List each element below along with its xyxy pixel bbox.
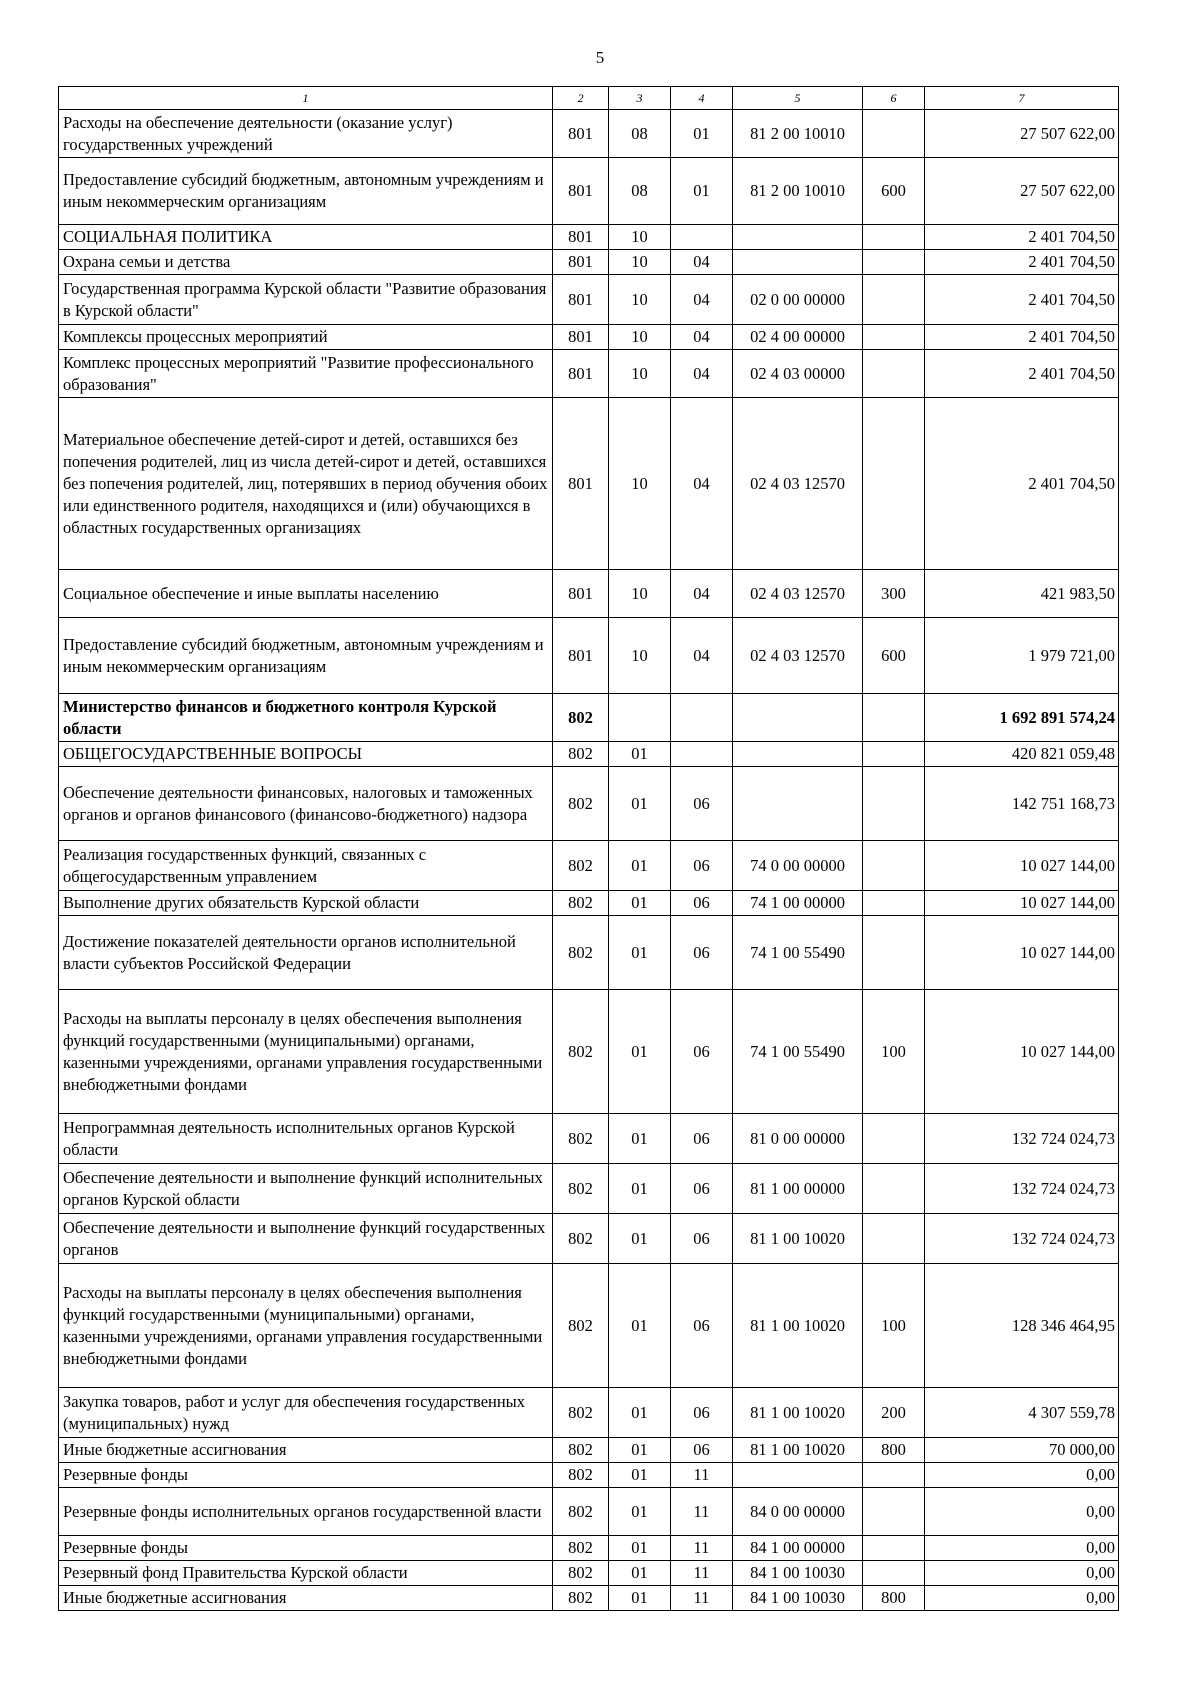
row-ministry-code: 802 (553, 1388, 609, 1438)
row-subsection: 11 (671, 1561, 733, 1586)
row-subsection (671, 225, 733, 250)
row-target-article (733, 767, 863, 841)
row-expense-type (863, 916, 925, 990)
table-row (59, 158, 1119, 225)
row-name: Предоставление субсидий бюджетным, автономным учреждениям и иным некоммерческим организациям (59, 618, 553, 694)
row-target-article: 81 2 00 10010 (733, 158, 863, 225)
table-row (59, 742, 1119, 767)
row-section: 10 (609, 225, 671, 250)
row-name: Иные бюджетные ассигнования (59, 1586, 553, 1611)
row-ministry-code: 802 (553, 990, 609, 1114)
row-amount: 420 821 059,48 (925, 742, 1119, 767)
row-target-article: 74 1 00 00000 (733, 891, 863, 916)
table-row (59, 990, 1119, 1114)
row-ministry-code: 801 (553, 110, 609, 158)
row-section: 01 (609, 742, 671, 767)
row-name: Резервный фонд Правительства Курской области (59, 1561, 553, 1586)
header-col-6: 6 (863, 87, 925, 110)
row-subsection: 06 (671, 841, 733, 891)
row-target-article (733, 694, 863, 742)
row-target-article: 84 0 00 00000 (733, 1488, 863, 1536)
row-subsection (671, 694, 733, 742)
row-expense-type (863, 110, 925, 158)
row-section: 10 (609, 398, 671, 570)
row-name: Закупка товаров, работ и услуг для обеспечения государственных (муниципальных) нужд (59, 1388, 553, 1438)
row-amount: 132 724 024,73 (925, 1214, 1119, 1264)
row-subsection: 11 (671, 1586, 733, 1611)
row-name: Комплекс процессных мероприятий "Развитие профессионального образования" (59, 350, 553, 398)
row-ministry-code: 802 (553, 1214, 609, 1264)
row-name: Резервные фонды исполнительных органов государственной власти (59, 1488, 553, 1536)
row-subsection: 01 (671, 110, 733, 158)
row-subsection: 06 (671, 1388, 733, 1438)
row-amount: 10 027 144,00 (925, 841, 1119, 891)
row-amount: 10 027 144,00 (925, 916, 1119, 990)
row-subsection (671, 742, 733, 767)
row-amount: 1 692 891 574,24 (925, 694, 1119, 742)
row-amount: 2 401 704,50 (925, 225, 1119, 250)
header-col-5: 5 (733, 87, 863, 110)
row-name: Государственная программа Курской области "Развитие образования в Курской области" (59, 275, 553, 325)
row-expense-type: 100 (863, 990, 925, 1114)
row-subsection: 11 (671, 1463, 733, 1488)
table-row (59, 1438, 1119, 1463)
table-row (59, 570, 1119, 618)
row-target-article: 84 1 00 10030 (733, 1561, 863, 1586)
row-section: 01 (609, 1264, 671, 1388)
row-expense-type (863, 1561, 925, 1586)
row-expense-type (863, 1536, 925, 1561)
table-row (59, 767, 1119, 841)
row-amount: 0,00 (925, 1463, 1119, 1488)
row-section: 08 (609, 158, 671, 225)
row-expense-type (863, 1488, 925, 1536)
row-section: 01 (609, 891, 671, 916)
row-subsection: 11 (671, 1536, 733, 1561)
row-ministry-code: 802 (553, 841, 609, 891)
row-name: Резервные фонды (59, 1463, 553, 1488)
row-expense-type (863, 275, 925, 325)
row-subsection: 06 (671, 1264, 733, 1388)
row-subsection: 06 (671, 1114, 733, 1164)
row-section: 01 (609, 1388, 671, 1438)
row-subsection: 04 (671, 570, 733, 618)
row-name: Обеспечение деятельности финансовых, налоговых и таможенных органов и органов финансового (финансово-бюджетного) надзора (59, 767, 553, 841)
row-name: Выполнение других обязательств Курской области (59, 891, 553, 916)
row-amount: 27 507 622,00 (925, 110, 1119, 158)
row-amount: 0,00 (925, 1561, 1119, 1586)
row-section: 10 (609, 275, 671, 325)
row-target-article (733, 742, 863, 767)
row-amount: 128 346 464,95 (925, 1264, 1119, 1388)
row-target-article (733, 250, 863, 275)
row-expense-type (863, 1164, 925, 1214)
table-row (59, 1214, 1119, 1264)
table-row (59, 1388, 1119, 1438)
row-ministry-code: 802 (553, 1536, 609, 1561)
table-row (59, 350, 1119, 398)
row-subsection: 01 (671, 158, 733, 225)
row-name: Расходы на выплаты персоналу в целях обеспечения выполнения функций государственными (муниципальными) органами, казенными учреждениями, органами управления государственными внебюджетными фондами (59, 990, 553, 1114)
row-expense-type (863, 225, 925, 250)
row-amount: 70 000,00 (925, 1438, 1119, 1463)
row-subsection: 06 (671, 1438, 733, 1463)
budget-table (58, 86, 1119, 1611)
row-ministry-code: 802 (553, 1264, 609, 1388)
row-target-article: 74 1 00 55490 (733, 916, 863, 990)
row-expense-type (863, 841, 925, 891)
row-amount: 10 027 144,00 (925, 990, 1119, 1114)
row-amount: 27 507 622,00 (925, 158, 1119, 225)
table-header-row (59, 87, 1119, 110)
row-amount: 10 027 144,00 (925, 891, 1119, 916)
row-name: Реализация государственных функций, связанных с общегосударственным управлением (59, 841, 553, 891)
row-target-article: 81 1 00 10020 (733, 1438, 863, 1463)
table-row (59, 891, 1119, 916)
row-amount: 132 724 024,73 (925, 1114, 1119, 1164)
row-ministry-code: 801 (553, 325, 609, 350)
header-col-3: 3 (609, 87, 671, 110)
row-name: Охрана семьи и детства (59, 250, 553, 275)
row-section: 10 (609, 250, 671, 275)
row-ministry-code: 802 (553, 1164, 609, 1214)
row-amount: 0,00 (925, 1586, 1119, 1611)
row-section: 01 (609, 1488, 671, 1536)
row-subsection: 06 (671, 1164, 733, 1214)
table-row (59, 250, 1119, 275)
row-amount: 132 724 024,73 (925, 1164, 1119, 1214)
row-section: 01 (609, 1214, 671, 1264)
row-subsection: 06 (671, 916, 733, 990)
table-row (59, 841, 1119, 891)
row-ministry-code: 802 (553, 694, 609, 742)
row-section: 01 (609, 916, 671, 990)
row-name: Расходы на выплаты персоналу в целях обеспечения выполнения функций государственными (муниципальными) органами, казенными учреждениями, органами управления государственными внебюджетными фондами (59, 1264, 553, 1388)
row-expense-type (863, 891, 925, 916)
row-name: Социальное обеспечение и иные выплаты населению (59, 570, 553, 618)
row-name: Материальное обеспечение детей-сирот и детей, оставшихся без попечения родителей, лиц из числа детей-сирот и детей, оставшихся без попечения родителей, лиц, потерявших в период обучения обоих или единственного родителя, находящихся и (или) обучающихся в областных государственных организациях (59, 398, 553, 570)
row-ministry-code: 802 (553, 1586, 609, 1611)
header-col-4: 4 (671, 87, 733, 110)
table-row (59, 1264, 1119, 1388)
row-section: 10 (609, 325, 671, 350)
row-amount: 2 401 704,50 (925, 250, 1119, 275)
row-name: Комплексы процессных мероприятий (59, 325, 553, 350)
row-subsection: 04 (671, 275, 733, 325)
row-section: 01 (609, 767, 671, 841)
table-row (59, 110, 1119, 158)
row-amount: 0,00 (925, 1488, 1119, 1536)
table-row (59, 398, 1119, 570)
table-row (59, 1561, 1119, 1586)
table-row (59, 1114, 1119, 1164)
row-section: 08 (609, 110, 671, 158)
row-amount: 4 307 559,78 (925, 1388, 1119, 1438)
row-name: Непрограммная деятельность исполнительных органов Курской области (59, 1114, 553, 1164)
row-target-article: 02 4 03 12570 (733, 398, 863, 570)
row-name: СОЦИАЛЬНАЯ ПОЛИТИКА (59, 225, 553, 250)
row-ministry-code: 801 (553, 618, 609, 694)
row-amount: 421 983,50 (925, 570, 1119, 618)
row-name: Иные бюджетные ассигнования (59, 1438, 553, 1463)
row-target-article: 81 1 00 10020 (733, 1388, 863, 1438)
row-target-article: 74 1 00 55490 (733, 990, 863, 1114)
row-target-article: 81 0 00 00000 (733, 1114, 863, 1164)
row-section: 01 (609, 841, 671, 891)
row-expense-type: 200 (863, 1388, 925, 1438)
table-row (59, 1488, 1119, 1536)
row-section: 01 (609, 1463, 671, 1488)
row-expense-type: 800 (863, 1586, 925, 1611)
row-expense-type (863, 350, 925, 398)
table-row (59, 1463, 1119, 1488)
row-section: 01 (609, 1114, 671, 1164)
row-ministry-code: 802 (553, 767, 609, 841)
row-section: 10 (609, 570, 671, 618)
row-amount: 2 401 704,50 (925, 325, 1119, 350)
row-subsection: 04 (671, 618, 733, 694)
row-expense-type (863, 1114, 925, 1164)
row-ministry-code: 801 (553, 275, 609, 325)
row-subsection: 06 (671, 767, 733, 841)
header-col-7: 7 (925, 87, 1119, 110)
row-ministry-code: 801 (553, 398, 609, 570)
row-name: ОБЩЕГОСУДАРСТВЕННЫЕ ВОПРОСЫ (59, 742, 553, 767)
row-ministry-code: 802 (553, 1561, 609, 1586)
row-target-article: 81 2 00 10010 (733, 110, 863, 158)
row-ministry-code: 802 (553, 1114, 609, 1164)
row-expense-type: 600 (863, 158, 925, 225)
row-target-article: 74 0 00 00000 (733, 841, 863, 891)
row-section: 10 (609, 350, 671, 398)
row-subsection: 04 (671, 398, 733, 570)
row-name: Предоставление субсидий бюджетным, автономным учреждениям и иным некоммерческим организациям (59, 158, 553, 225)
row-target-article: 02 4 00 00000 (733, 325, 863, 350)
row-target-article: 02 4 03 12570 (733, 618, 863, 694)
table-row (59, 275, 1119, 325)
row-target-article: 81 1 00 10020 (733, 1264, 863, 1388)
table-row (59, 916, 1119, 990)
row-ministry-code: 801 (553, 225, 609, 250)
row-expense-type: 100 (863, 1264, 925, 1388)
row-subsection: 06 (671, 891, 733, 916)
row-amount: 1 979 721,00 (925, 618, 1119, 694)
row-target-article: 02 4 03 00000 (733, 350, 863, 398)
row-name: Резервные фонды (59, 1536, 553, 1561)
row-target-article: 02 4 03 12570 (733, 570, 863, 618)
header-col-2: 2 (553, 87, 609, 110)
header-col-1: 1 (59, 87, 553, 110)
row-name: Расходы на обеспечение деятельности (оказание услуг) государственных учреждений (59, 110, 553, 158)
row-target-article: 84 1 00 00000 (733, 1536, 863, 1561)
row-section: 01 (609, 1536, 671, 1561)
row-amount: 142 751 168,73 (925, 767, 1119, 841)
table-row (59, 1164, 1119, 1214)
row-name: Обеспечение деятельности и выполнение функций исполнительных органов Курской области (59, 1164, 553, 1214)
row-target-article (733, 225, 863, 250)
row-amount: 2 401 704,50 (925, 398, 1119, 570)
row-section: 01 (609, 990, 671, 1114)
row-expense-type (863, 250, 925, 275)
row-target-article: 81 1 00 00000 (733, 1164, 863, 1214)
row-amount: 2 401 704,50 (925, 350, 1119, 398)
row-expense-type (863, 742, 925, 767)
row-section: 01 (609, 1586, 671, 1611)
row-name: Достижение показателей деятельности органов исполнительной власти субъектов Российской Федерации (59, 916, 553, 990)
row-subsection: 04 (671, 350, 733, 398)
row-name: Обеспечение деятельности и выполнение функций государственных органов (59, 1214, 553, 1264)
row-subsection: 06 (671, 990, 733, 1114)
table-row (59, 325, 1119, 350)
table-row (59, 1536, 1119, 1561)
row-ministry-code: 802 (553, 916, 609, 990)
table-row (59, 618, 1119, 694)
row-expense-type: 800 (863, 1438, 925, 1463)
page-number: 5 (595, 48, 605, 67)
row-expense-type (863, 325, 925, 350)
row-section: 10 (609, 618, 671, 694)
table-row (59, 694, 1119, 742)
table-row (59, 1586, 1119, 1611)
row-expense-type (863, 1463, 925, 1488)
row-expense-type (863, 1214, 925, 1264)
row-target-article (733, 1463, 863, 1488)
row-ministry-code: 802 (553, 891, 609, 916)
row-target-article: 81 1 00 10020 (733, 1214, 863, 1264)
row-ministry-code: 802 (553, 742, 609, 767)
row-amount: 2 401 704,50 (925, 275, 1119, 325)
row-ministry-code: 802 (553, 1463, 609, 1488)
row-expense-type: 300 (863, 570, 925, 618)
row-ministry-code: 801 (553, 158, 609, 225)
row-subsection: 06 (671, 1214, 733, 1264)
row-section (609, 694, 671, 742)
row-section: 01 (609, 1438, 671, 1463)
row-ministry-code: 801 (553, 350, 609, 398)
row-subsection: 04 (671, 250, 733, 275)
row-expense-type (863, 767, 925, 841)
row-section: 01 (609, 1561, 671, 1586)
table-row (59, 225, 1119, 250)
row-target-article: 84 1 00 10030 (733, 1586, 863, 1611)
row-expense-type: 600 (863, 618, 925, 694)
row-expense-type (863, 398, 925, 570)
row-ministry-code: 801 (553, 250, 609, 275)
row-target-article: 02 0 00 00000 (733, 275, 863, 325)
row-expense-type (863, 694, 925, 742)
row-amount: 0,00 (925, 1536, 1119, 1561)
row-name: Министерство финансов и бюджетного контроля Курской области (59, 694, 553, 742)
row-subsection: 11 (671, 1488, 733, 1536)
row-section: 01 (609, 1164, 671, 1214)
row-subsection: 04 (671, 325, 733, 350)
row-ministry-code: 802 (553, 1488, 609, 1536)
row-ministry-code: 802 (553, 1438, 609, 1463)
row-ministry-code: 801 (553, 570, 609, 618)
